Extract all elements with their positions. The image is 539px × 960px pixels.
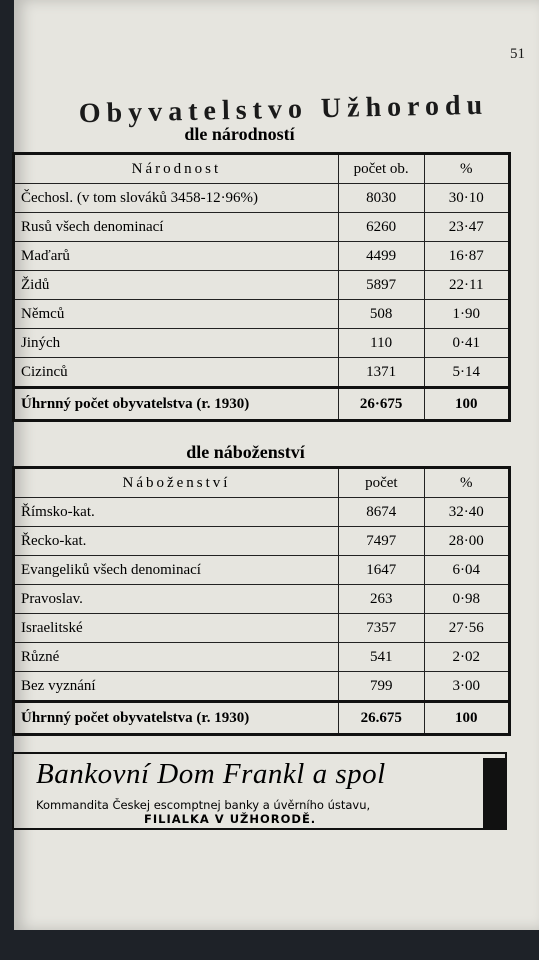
row-percent: 5·14 bbox=[424, 358, 510, 388]
row-count: 7497 bbox=[339, 527, 425, 556]
row-percent: 6·04 bbox=[424, 556, 509, 585]
column-header-count: počet ob. bbox=[338, 154, 424, 184]
row-percent: 16·87 bbox=[424, 242, 510, 271]
column-header-nationality: Národnost bbox=[14, 154, 339, 184]
table-row bbox=[14, 242, 510, 271]
row-percent: 0·98 bbox=[424, 585, 509, 614]
row-count: 1647 bbox=[339, 556, 425, 585]
row-label: Bez vyznání bbox=[14, 672, 339, 702]
row-label: Israelitské bbox=[14, 614, 339, 643]
row-count: 110 bbox=[338, 329, 424, 358]
row-percent: 2·02 bbox=[424, 643, 509, 672]
row-label: Pravoslav. bbox=[14, 585, 339, 614]
row-label: Němců bbox=[14, 300, 339, 329]
row-label: Rusů všech denominací bbox=[14, 213, 339, 242]
table-row bbox=[14, 643, 510, 672]
advert-black-bar bbox=[483, 758, 505, 828]
row-label: Řecko-kat. bbox=[14, 527, 339, 556]
row-count: 541 bbox=[339, 643, 425, 672]
bank-advertisement bbox=[12, 752, 507, 830]
row-count: 5897 bbox=[338, 271, 424, 300]
advert-line-2: FILIALKA V UŽHORODĚ. bbox=[144, 812, 317, 826]
table-row bbox=[14, 184, 510, 213]
religion-subtitle: dle náboženství bbox=[186, 442, 305, 462]
row-count: 4499 bbox=[338, 242, 424, 271]
table-row bbox=[14, 556, 510, 585]
column-header-percent: % bbox=[424, 468, 509, 498]
table-row bbox=[14, 213, 510, 242]
table-row bbox=[14, 300, 510, 329]
advert-title: Bankovní Dom Frankl a spol bbox=[36, 758, 386, 790]
row-count: 7357 bbox=[339, 614, 425, 643]
row-count: 8674 bbox=[339, 498, 425, 527]
total-percent: 100 bbox=[424, 388, 510, 421]
row-label: Židů bbox=[14, 271, 339, 300]
row-count: 1371 bbox=[338, 358, 424, 388]
row-percent: 22·11 bbox=[424, 271, 510, 300]
row-count: 799 bbox=[339, 672, 425, 702]
row-percent: 27·56 bbox=[424, 614, 509, 643]
row-label: Cizinců bbox=[14, 358, 339, 388]
table-header-row bbox=[14, 468, 510, 498]
nationality-table bbox=[12, 152, 511, 422]
row-percent: 32·40 bbox=[424, 498, 509, 527]
row-label: Čechosl. (v tom slováků 3458-12·96%) bbox=[14, 184, 339, 213]
table-header-row bbox=[14, 154, 510, 184]
row-count: 508 bbox=[338, 300, 424, 329]
table-row bbox=[14, 329, 510, 358]
advert-line-1: Kommandita Českej escomptnej banky a úvěrního ústavu, bbox=[36, 798, 371, 812]
row-label: Evangeliků všech denominací bbox=[14, 556, 339, 585]
row-percent: 3·00 bbox=[424, 672, 509, 702]
total-count: 26.675 bbox=[339, 702, 425, 735]
total-count: 26·675 bbox=[338, 388, 424, 421]
row-count: 6260 bbox=[338, 213, 424, 242]
row-count: 263 bbox=[339, 585, 425, 614]
total-percent: 100 bbox=[424, 702, 509, 735]
table-row bbox=[14, 358, 510, 388]
total-row bbox=[14, 702, 510, 735]
total-label: Úhrnný počet obyvatelstva (r. 1930) bbox=[14, 388, 339, 421]
row-label: Jiných bbox=[14, 329, 339, 358]
page-number: 51 bbox=[510, 46, 525, 62]
nationality-subtitle: dle národností bbox=[184, 124, 295, 144]
row-percent: 23·47 bbox=[424, 213, 510, 242]
table-row bbox=[14, 614, 510, 643]
total-label: Úhrnný počet obyvatelstva (r. 1930) bbox=[14, 702, 339, 735]
table-row bbox=[14, 271, 510, 300]
row-label: Maďarů bbox=[14, 242, 339, 271]
table-row bbox=[14, 498, 510, 527]
row-percent: 0·41 bbox=[424, 329, 510, 358]
column-header-count: počet bbox=[339, 468, 425, 498]
row-label: Římsko-kat. bbox=[14, 498, 339, 527]
row-percent: 1·90 bbox=[424, 300, 510, 329]
table-row bbox=[14, 527, 510, 556]
row-label: Různé bbox=[14, 643, 339, 672]
total-row bbox=[14, 388, 510, 421]
row-percent: 28·00 bbox=[424, 527, 509, 556]
column-header-religion: Náboženství bbox=[14, 468, 339, 498]
column-header-percent: % bbox=[424, 154, 510, 184]
table-row bbox=[14, 672, 510, 702]
religion-table bbox=[12, 466, 511, 736]
row-count: 8030 bbox=[338, 184, 424, 213]
page-title: Obyvatelstvo Užhorodu bbox=[78, 89, 489, 130]
table-row bbox=[14, 585, 510, 614]
row-percent: 30·10 bbox=[424, 184, 510, 213]
